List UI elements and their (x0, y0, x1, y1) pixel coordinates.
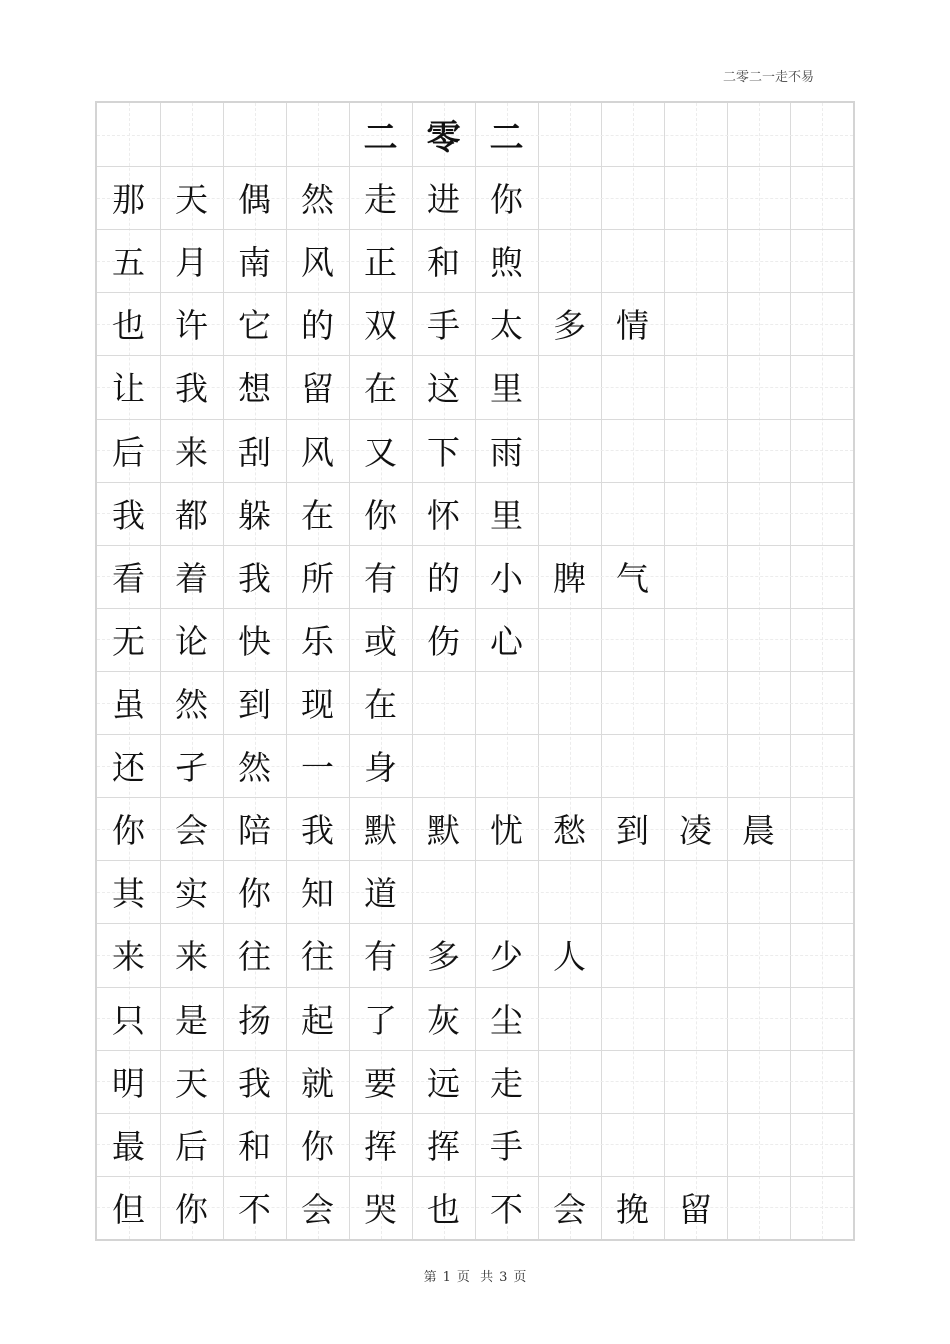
grid-char: 然 (175, 685, 208, 725)
grid-char: 情 (616, 306, 649, 346)
grid-char: 你 (238, 874, 271, 914)
grid-char: 让 (112, 369, 145, 409)
grid-char: 到 (238, 685, 271, 725)
grid-char: 你 (301, 1126, 334, 1166)
grid-char: 下 (427, 432, 460, 472)
grid-char: 只 (112, 1000, 145, 1040)
grid-char: 挥 (427, 1126, 460, 1166)
grid-char: 实 (175, 874, 208, 914)
grid-char: 论 (175, 621, 208, 661)
grid-char: 会 (175, 811, 208, 851)
grid-char: 往 (238, 937, 271, 977)
grid-char: 里 (490, 495, 523, 535)
text-line (97, 987, 853, 1050)
grid-char: 留 (301, 369, 334, 409)
grid-char: 就 (301, 1063, 334, 1103)
text-line (97, 860, 853, 923)
grid-char: 太 (490, 306, 523, 346)
grid-char: 偶 (238, 180, 271, 220)
grid-char: 明 (112, 1063, 145, 1103)
grid-char: 躲 (238, 495, 271, 535)
grid-char: 起 (301, 1000, 334, 1040)
grid-char: 双 (364, 306, 397, 346)
grid-char: 我 (238, 558, 271, 598)
grid-char: 哭 (364, 1189, 397, 1229)
grid-char: 凌 (679, 811, 712, 851)
page-unit: 页 (456, 1270, 470, 1285)
total-unit: 页 (513, 1270, 527, 1285)
total-label: 共 (480, 1270, 494, 1285)
title-char: 零 (426, 118, 461, 159)
grid-char: 你 (175, 1189, 208, 1229)
grid-char: 和 (427, 243, 460, 283)
grid-char: 其 (112, 874, 145, 914)
grid-char: 看 (112, 558, 145, 598)
grid-char: 天 (175, 180, 208, 220)
grid-char: 在 (301, 495, 334, 535)
grid-char: 进 (427, 180, 460, 220)
grid-char: 那 (112, 180, 145, 220)
grid-char: 会 (553, 1189, 586, 1229)
grid-char: 在 (364, 369, 397, 409)
grid-char: 你 (112, 811, 145, 851)
grid-char: 但 (112, 1189, 145, 1229)
text-line (97, 1113, 853, 1176)
grid-char: 煦 (490, 243, 523, 283)
grid-char: 虽 (112, 685, 145, 725)
grid-char: 所 (301, 558, 334, 598)
total-pages: 3 (499, 1270, 508, 1285)
grid-char: 都 (175, 495, 208, 535)
text-line (97, 1050, 853, 1113)
grid-char: 刮 (238, 432, 271, 472)
grid-char: 挥 (364, 1126, 397, 1166)
grid-char: 里 (490, 369, 523, 409)
grid-char: 五 (112, 243, 145, 283)
grid-char: 在 (364, 685, 397, 725)
grid-char: 它 (238, 306, 271, 346)
grid-char: 也 (112, 306, 145, 346)
title-char: 二 (489, 118, 524, 159)
grid-char: 挽 (616, 1189, 649, 1229)
grid-char: 脾 (553, 558, 586, 598)
grid-char: 灰 (427, 1000, 460, 1040)
grid-char: 我 (301, 811, 334, 851)
grid-char: 愁 (553, 811, 586, 851)
grid-char: 这 (427, 369, 460, 409)
grid-char: 手 (490, 1126, 523, 1166)
page-footer (0, 1266, 950, 1285)
grid-char: 孑 (175, 748, 208, 788)
grid-char: 远 (427, 1063, 460, 1103)
grid-char: 不 (238, 1189, 271, 1229)
grid-char: 往 (301, 937, 334, 977)
header-note: 二零二一走不易 (722, 70, 814, 85)
text-line (97, 797, 853, 860)
text-line (97, 229, 853, 292)
grid-char: 或 (364, 621, 397, 661)
grid-char: 风 (301, 243, 334, 283)
text-line (97, 419, 853, 482)
text-line (97, 482, 853, 545)
grid-char: 道 (364, 874, 397, 914)
grid-char: 有 (364, 558, 397, 598)
grid-char: 人 (553, 937, 586, 977)
grid-char: 来 (175, 432, 208, 472)
grid-char: 了 (364, 1000, 397, 1040)
page-number: 1 (442, 1270, 451, 1285)
grid-char: 然 (238, 748, 271, 788)
text-line (97, 292, 853, 355)
grid-char: 来 (175, 937, 208, 977)
grid-char: 心 (490, 621, 523, 661)
grid-char: 走 (490, 1063, 523, 1103)
grid-char: 怀 (427, 495, 460, 535)
grid-char: 有 (364, 937, 397, 977)
grid-char: 想 (238, 369, 271, 409)
grid-char: 来 (112, 937, 145, 977)
grid-char: 不 (490, 1189, 523, 1229)
grid-char: 身 (364, 748, 397, 788)
page-label: 第 (423, 1270, 437, 1285)
grid-char: 一 (301, 748, 334, 788)
writing-grid (95, 101, 855, 1241)
grid-char: 我 (238, 1063, 271, 1103)
grid-char: 许 (175, 306, 208, 346)
grid-char: 现 (301, 685, 334, 725)
grid-char: 无 (112, 621, 145, 661)
grid-char: 到 (616, 811, 649, 851)
title-row (97, 103, 853, 166)
grid-char: 手 (427, 306, 460, 346)
text-line (97, 166, 853, 229)
grid-char: 我 (112, 495, 145, 535)
grid-char: 多 (553, 306, 586, 346)
grid-char: 多 (427, 937, 460, 977)
text-line (97, 671, 853, 734)
grid-char: 后 (175, 1126, 208, 1166)
grid-char: 陪 (238, 811, 271, 851)
text-line (97, 923, 853, 986)
grid-char: 最 (112, 1126, 145, 1166)
text-line (97, 1176, 853, 1239)
grid-char: 会 (301, 1189, 334, 1229)
grid-char: 留 (679, 1189, 712, 1229)
grid-char: 和 (238, 1126, 271, 1166)
grid-char: 尘 (490, 1000, 523, 1040)
grid-char: 你 (490, 180, 523, 220)
grid-char: 忧 (490, 811, 523, 851)
grid-char: 晨 (742, 811, 775, 851)
grid-char: 默 (427, 811, 460, 851)
grid-char: 小 (490, 558, 523, 598)
grid-char: 伤 (427, 621, 460, 661)
text-line (97, 608, 853, 671)
grid-char: 又 (364, 432, 397, 472)
grid-char: 的 (301, 306, 334, 346)
grid-char: 快 (238, 621, 271, 661)
grid-char: 风 (301, 432, 334, 472)
grid-char: 然 (301, 180, 334, 220)
grid-char: 我 (175, 369, 208, 409)
grid-char: 正 (364, 243, 397, 283)
grid-char: 你 (364, 495, 397, 535)
grid-char: 是 (175, 1000, 208, 1040)
grid-char: 走 (364, 180, 397, 220)
text-line (97, 355, 853, 418)
text-line (97, 734, 853, 797)
grid-char: 气 (616, 558, 649, 598)
grid-char: 南 (238, 243, 271, 283)
grid-char: 雨 (490, 432, 523, 472)
grid-char: 天 (175, 1063, 208, 1103)
grid-char: 乐 (301, 621, 334, 661)
grid-char: 知 (301, 874, 334, 914)
grid-char: 也 (427, 1189, 460, 1229)
grid-char: 还 (112, 748, 145, 788)
grid-char: 扬 (238, 1000, 271, 1040)
grid-char: 默 (364, 811, 397, 851)
grid-char: 后 (112, 432, 145, 472)
title-char: 二 (363, 118, 398, 159)
grid-char: 要 (364, 1063, 397, 1103)
grid-char: 月 (175, 243, 208, 283)
grid-char: 少 (490, 937, 523, 977)
text-line (97, 545, 853, 608)
grid-char: 的 (427, 558, 460, 598)
grid-char: 着 (175, 558, 208, 598)
